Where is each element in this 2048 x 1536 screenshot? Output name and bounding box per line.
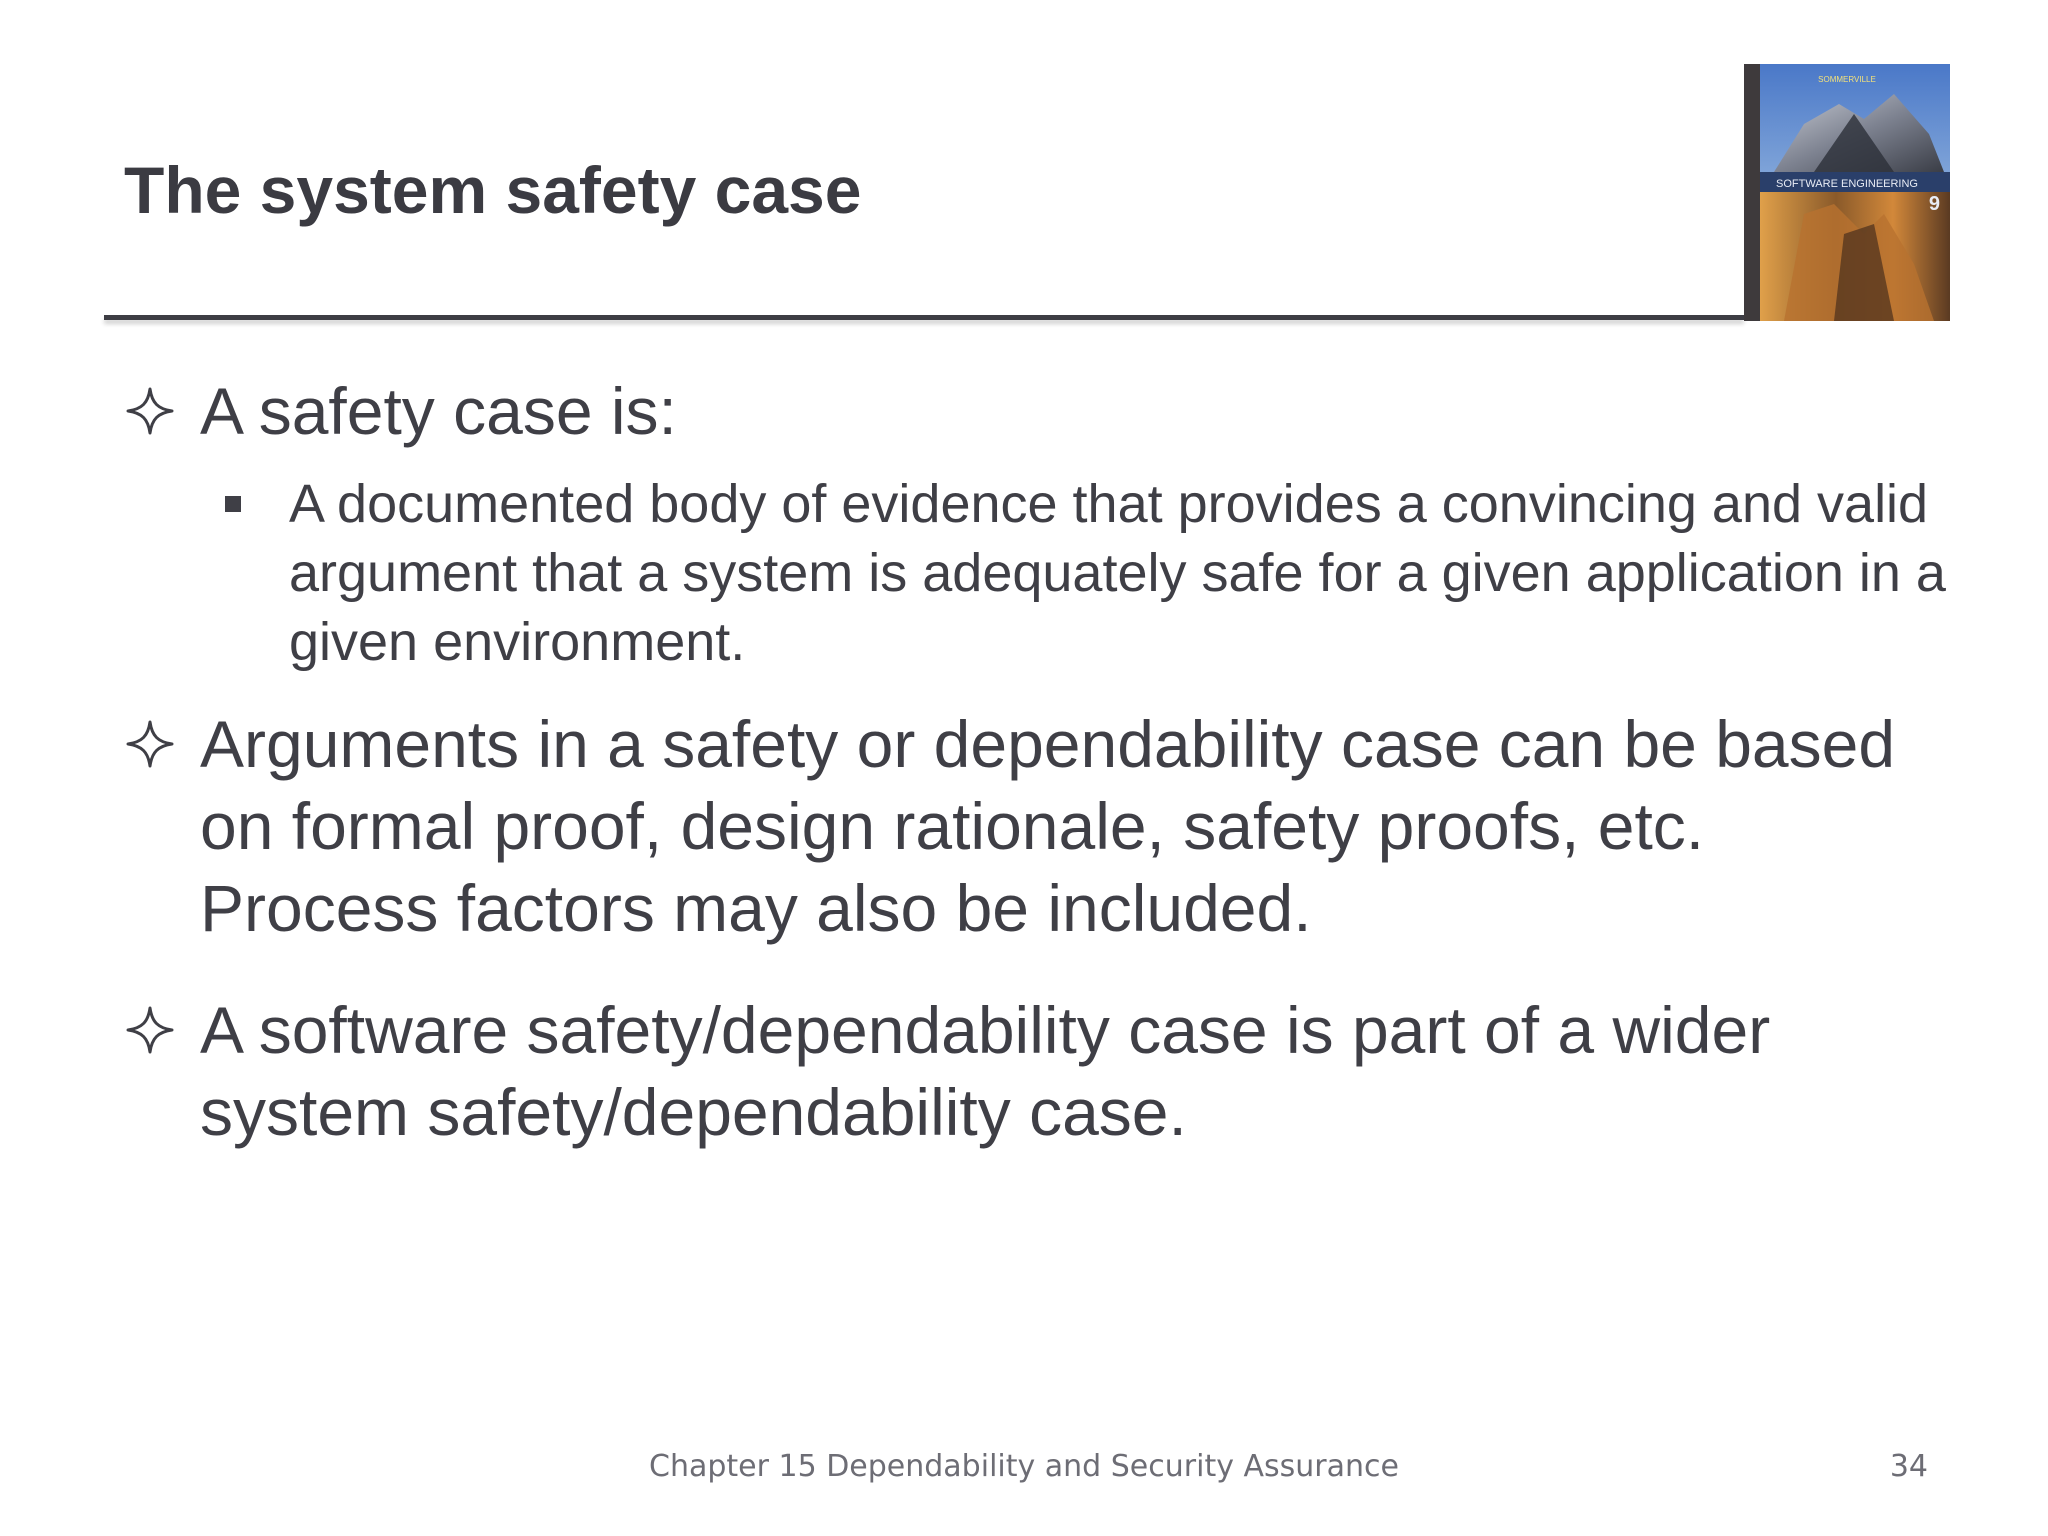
book-cover-publisher-text: SOMMERVILLE — [1818, 75, 1876, 84]
bullet-software-safety-case — [124, 989, 1924, 1153]
sub-bullet-documented-evidence — [289, 470, 2024, 677]
slide-content — [124, 370, 1946, 1153]
book-cover-title-text: SOFTWARE ENGINEERING — [1776, 178, 1918, 190]
bullet-text: Arguments in a safety or dependability case can be based on formal proof, design rationale, safety proofs, etc. Process factors may also be included. — [200, 707, 1896, 945]
four-point-star-outline-icon — [124, 703, 180, 785]
bullet-arguments — [124, 703, 1924, 949]
four-point-star-outline-icon — [124, 370, 180, 452]
bullet-text: A software safety/dependability case is part of a wider system safety/dependability case. — [200, 993, 1771, 1149]
bullet-text: A safety case is: — [200, 374, 677, 448]
book-cover-image — [1744, 64, 1950, 321]
title-underline — [104, 315, 1744, 320]
sub-bullet-text: A documented body of evidence that provides a convincing and valid argument that a system is adequately safe for a given application in a given environment. — [289, 474, 1946, 672]
square-bullet-icon — [225, 496, 241, 512]
four-point-star-outline-icon — [124, 989, 180, 1071]
slide-title: The system safety case — [124, 153, 862, 227]
bullet-safety-case-definition — [124, 370, 1924, 452]
page-number: 34 — [1889, 1449, 1928, 1484]
book-cover-edition-number: 9 — [1928, 193, 1940, 215]
footer-chapter-title: Chapter 15 Dependability and Security Assurance — [649, 1449, 1399, 1484]
